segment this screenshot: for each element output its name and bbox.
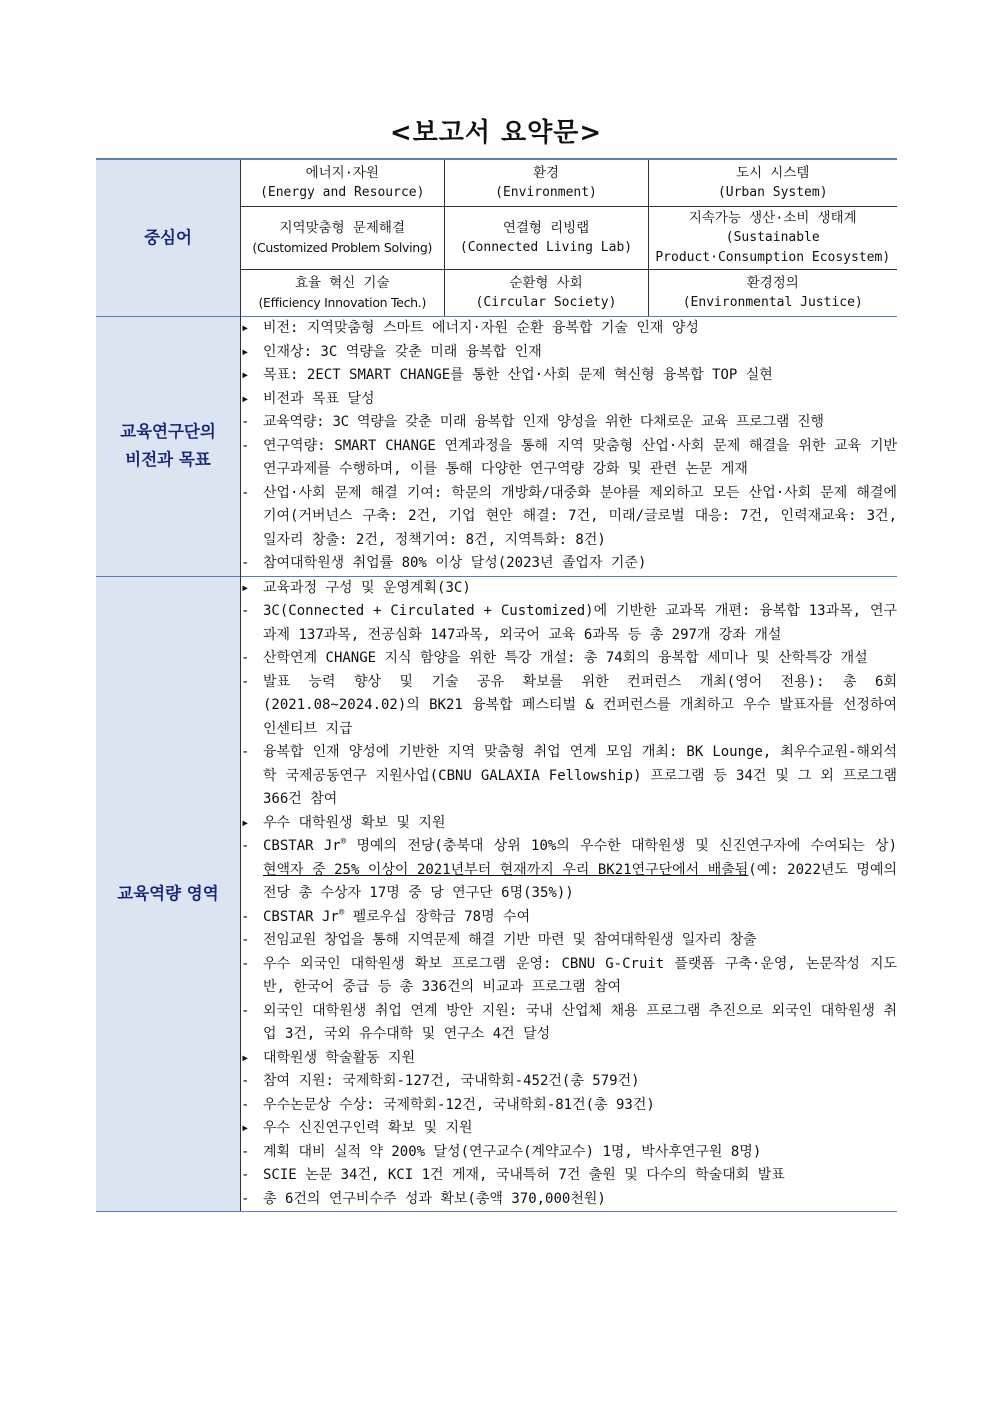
list-item: ▸ 대학원생 학술활동 지원 — [241, 1049, 416, 1066]
vision-row — [96, 317, 897, 577]
list-item: - 3C(Connected + Circulated + Customized)에 기반한 교과목 개편: 융복합 13과목, 연구과제 137과목, 전공심화 147과목, 외국어 교육 6과목 등 총 297개 강좌 개설 — [241, 603, 897, 643]
keywords-table — [241, 160, 897, 316]
list-item: ▸ 우수 대학원생 확보 및 지원 — [241, 814, 446, 831]
education-label: 교육역량 영역 — [96, 576, 241, 1212]
keyword-cell: 도시 시스템 (Urban System) — [648, 160, 897, 207]
keyword-cell: 환경 (Environment) — [444, 160, 648, 207]
keyword-cell: 효율 혁신 기술 (Efficiency Innovation Tech.) — [241, 270, 444, 317]
vision-label: 교육연구단의 비전과 목표 — [96, 317, 241, 577]
education-content — [241, 576, 898, 1212]
list-item: ▸ 인재상: 3C 역량을 갖춘 미래 융복합 인재 — [241, 343, 542, 360]
keywords-label: 중심어 — [96, 159, 241, 317]
keyword-cell: 순환형 사회 (Circular Society) — [444, 270, 648, 317]
keyword-cell: 지속가능 생산·소비 생태계 (Sustainable Product·Consumption Ecosystem) — [648, 207, 897, 270]
list-item: ▸ 교육과정 구성 및 운영계획(3C) — [241, 579, 471, 596]
keyword-cell: 에너지·자원 (Energy and Resource) — [241, 160, 444, 207]
list-item: ▸ 비전과 목표 달성 — [241, 390, 375, 407]
education-row — [96, 576, 897, 1212]
list-item: - 교육역량: 3C 역량을 갖춘 미래 융복합 인재 양성을 위한 다채로운 교육 프로그램 진행 — [241, 414, 824, 430]
list-item: - CBSTAR Jr® 펠로우십 장학금 78명 수여 — [241, 907, 531, 925]
list-item: ▸ 우수 신진연구인력 확보 및 지원 — [241, 1120, 473, 1136]
list-item: - 산업·사회 문제 해결 기여: 학문의 개방화/대중화 분야를 제외하고 모든 산업·사회 문제 해결에 기여(거버넌스 구축: 2건, 기업 현안 해결: 7건, 미래/글로벌 대응: 7건, 인력재교육: 3건, 일자리 창출: 2건, 정책기여: 8건, 지역특화: 8건) — [241, 484, 897, 548]
list-item: - 산학연계 CHANGE 지식 함양을 위한 특강 개설: 총 74회의 융복합 세미나 및 산학특강 개설 — [241, 650, 868, 666]
list-item: - 융복합 인재 양성에 기반한 지역 맞춤형 취업 연계 모임 개최: BK Lounge, 최우수교원-해외석학 국제공동연구 지원사업(CBNU GALAXIA Fellowship) 프로그램 등 34건 및 그 외 프로그램 366건 참여 — [241, 744, 897, 807]
keyword-cell: 환경정의 (Environmental Justice) — [682, 275, 863, 310]
vision-content — [241, 317, 898, 577]
list-item: - 참여대학원생 취업률 80% 이상 달성(2023년 졸업자 기준) — [241, 555, 647, 571]
list-item: - 외국인 대학원생 취업 연계 방안 지원: 국내 산업체 채용 프로그램 추진으로 외국인 대학원생 취업 3건, 국외 유수대학 및 연구소 4건 달성 — [241, 1002, 897, 1042]
list-item: - 연구역량: SMART CHANGE 연계과정을 통해 지역 맞춤형 산업·사회 문제 해결을 위한 교육 기반 연구과제를 수행하며, 이를 통해 다양한 연구역량 강화 및 관련 논문 게재 — [241, 437, 897, 477]
list-item: - SCIE 논문 34건, KCI 1건 게재, 국내특허 7건 출원 및 다수의 학술대회 발표 — [241, 1167, 785, 1183]
keywords-row — [96, 159, 897, 317]
keyword-cell: 연결형 리빙랩 (Connected Living Lab) — [444, 207, 648, 270]
list-item: - CBSTAR Jr® 명예의 전당(충북대 상위 10%의 우수한 대학원생 및 신진연구자에 수여되는 상) 현액자 중 25% 이상이 2021년부터 현재까지 우리 BK21연구단에서 배출됨(예: 2022년도 명예의 전당 총 수상자 17명 중 당 연구단 6명(35%)) — [241, 837, 897, 901]
list-item: ▸ 목표: 2ECT SMART CHANGE를 통한 산업·사회 문제 혁신형 융복합 TOP 실현 — [241, 367, 773, 383]
list-item: ▸ 비전: 지역맞춤형 스마트 에너지·자원 순환 융복합 기술 인재 양성 — [241, 320, 699, 336]
list-item: - 우수논문상 수상: 국제학회-12건, 국내학회-81건(총 93건) — [241, 1096, 655, 1113]
list-item: - 전임교원 창업을 통해 지역문제 해결 기반 마련 및 참여대학원생 일자리 창출 — [241, 932, 757, 948]
summary-table — [96, 158, 897, 1212]
list-item: - 참여 지원: 국제학회-127건, 국내학회-452건(총 579건) — [241, 1073, 640, 1089]
list-item: - 계획 대비 실적 약 200% 달성(연구교수(계약교수) 1명, 박사후연구원 8명) — [241, 1143, 762, 1160]
list-item: - 총 6건의 연구비수주 성과 확보(총액 370,000천원) — [241, 1190, 606, 1207]
document-title: <보고서 요약문> — [389, 118, 603, 148]
keyword-cell: 지역맞춤형 문제해결 (Customized Problem Solving) — [241, 207, 444, 270]
list-item: - 우수 외국인 대학원생 확보 프로그램 운영: CBNU G-Cruit 플랫폼 구축·운영, 논문작성 지도반, 한국어 중급 등 총 336건의 비교과 프로그램 참여 — [241, 955, 897, 995]
list-item: - 발표 능력 향상 및 기술 공유 확보를 위한 컨퍼런스 개최(영어 전용): 총 6회(2021.08~2024.02)의 BK21 융복합 페스티벌 & 컨퍼런스를 개최하고 우수 발표자를 선정하여 인센티브 지급 — [241, 673, 897, 737]
highlighted-statement: 현액자 중 25% 이상이 2021년부터 현재까지 우리 BK21연구단에서 배출됨 — [263, 861, 749, 878]
